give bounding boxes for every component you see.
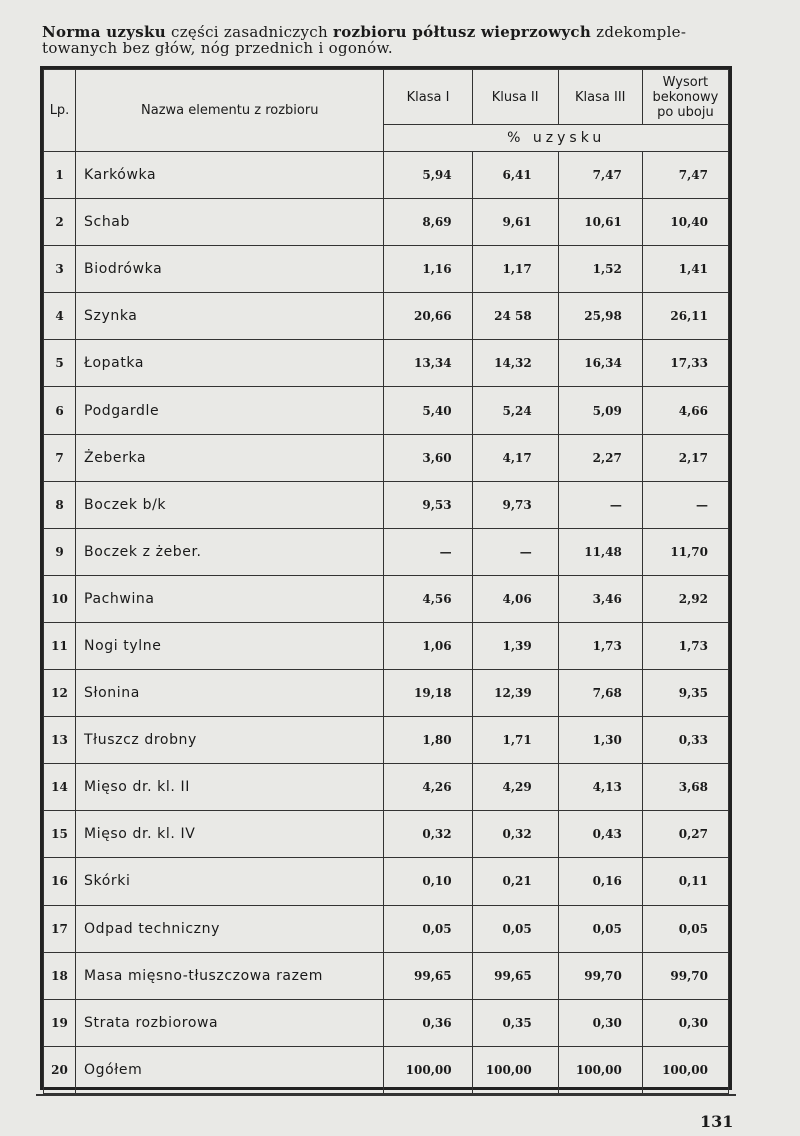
table-row — [44, 717, 729, 764]
value-class-2: 12,39 — [472, 670, 558, 717]
table-row — [44, 246, 729, 293]
value-bacon-grade: 2,17 — [642, 434, 728, 481]
value-class-2: 0,35 — [472, 999, 558, 1046]
row-number: 18 — [44, 952, 76, 999]
header-name: Nazwa elementu z rozbioru — [76, 70, 384, 152]
table-row — [44, 811, 729, 858]
bottom-rule — [36, 1094, 736, 1096]
header-row — [44, 70, 729, 125]
value-bacon-grade: 0,33 — [642, 717, 728, 764]
value-class-3: 7,47 — [558, 152, 642, 199]
value-bacon-grade: 9,35 — [642, 670, 728, 717]
table-row — [44, 152, 729, 199]
table-body — [44, 152, 729, 1094]
table-row — [44, 481, 729, 528]
value-bacon-grade: 0,05 — [642, 905, 728, 952]
caption-line-2: towanych bez głów, nóg przednich i ogonów. — [42, 39, 393, 57]
value-class-2: 1,39 — [472, 622, 558, 669]
caption-bold-2: rozbioru półtusz wieprzowych — [333, 23, 592, 41]
value-class-3: 16,34 — [558, 340, 642, 387]
value-class-3: 2,27 — [558, 434, 642, 481]
value-class-3: 10,61 — [558, 199, 642, 246]
value-class-2: 100,00 — [472, 1046, 558, 1093]
element-name: Biodrówka — [76, 246, 384, 293]
value-class-1: 100,00 — [384, 1046, 472, 1093]
value-class-3: 1,73 — [558, 622, 642, 669]
value-class-3: 7,68 — [558, 670, 642, 717]
table-row — [44, 1046, 729, 1093]
element-name: Tłuszcz drobny — [76, 717, 384, 764]
value-class-1: 20,66 — [384, 293, 472, 340]
value-class-1: 8,69 — [384, 199, 472, 246]
table-row — [44, 340, 729, 387]
value-bacon-grade: 100,00 — [642, 1046, 728, 1093]
value-class-1: 99,65 — [384, 952, 472, 999]
yield-table — [43, 69, 729, 1094]
header-bacon-grade: Wysort bekonowy po uboju — [642, 70, 728, 125]
row-number: 3 — [44, 246, 76, 293]
caption-text-1: części zasadniczych — [165, 23, 333, 41]
value-class-3: — — [558, 481, 642, 528]
element-name: Odpad techniczny — [76, 905, 384, 952]
row-number: 6 — [44, 387, 76, 434]
value-class-2: — — [472, 528, 558, 575]
element-name: Boczek b/k — [76, 481, 384, 528]
row-number: 2 — [44, 199, 76, 246]
row-number: 9 — [44, 528, 76, 575]
row-number: 17 — [44, 905, 76, 952]
row-number: 7 — [44, 434, 76, 481]
table-row — [44, 575, 729, 622]
value-class-3: 11,48 — [558, 528, 642, 575]
value-class-3: 1,30 — [558, 717, 642, 764]
value-class-1: 0,05 — [384, 905, 472, 952]
value-bacon-grade: 11,70 — [642, 528, 728, 575]
yield-table-frame — [40, 66, 732, 1090]
row-number: 10 — [44, 575, 76, 622]
element-name: Łopatka — [76, 340, 384, 387]
row-number: 12 — [44, 670, 76, 717]
value-bacon-grade: 0,30 — [642, 999, 728, 1046]
row-number: 14 — [44, 764, 76, 811]
element-name: Skórki — [76, 858, 384, 905]
element-name: Szynka — [76, 293, 384, 340]
row-number: 15 — [44, 811, 76, 858]
value-bacon-grade: 1,41 — [642, 246, 728, 293]
value-class-3: 5,09 — [558, 387, 642, 434]
row-number: 4 — [44, 293, 76, 340]
value-class-2: 4,17 — [472, 434, 558, 481]
element-name: Mięso dr. kl. IV — [76, 811, 384, 858]
table-row — [44, 622, 729, 669]
value-class-1: 5,94 — [384, 152, 472, 199]
caption-text-2: zdekomple- — [591, 23, 687, 41]
element-name: Żeberka — [76, 434, 384, 481]
value-class-2: 6,41 — [472, 152, 558, 199]
value-class-2: 1,17 — [472, 246, 558, 293]
table-row — [44, 999, 729, 1046]
element-name: Mięso dr. kl. II — [76, 764, 384, 811]
value-class-1: 5,40 — [384, 387, 472, 434]
row-number: 11 — [44, 622, 76, 669]
element-name: Ogółem — [76, 1046, 384, 1093]
value-bacon-grade: 0,27 — [642, 811, 728, 858]
value-class-2: 0,21 — [472, 858, 558, 905]
value-class-3: 1,52 — [558, 246, 642, 293]
value-class-3: 99,70 — [558, 952, 642, 999]
value-class-1: 3,60 — [384, 434, 472, 481]
value-bacon-grade: 10,40 — [642, 199, 728, 246]
table-row — [44, 528, 729, 575]
caption-bold-1: Norma uzysku — [42, 23, 166, 41]
value-class-2: 4,06 — [472, 575, 558, 622]
value-class-1: 19,18 — [384, 670, 472, 717]
value-class-1: — — [384, 528, 472, 575]
table-row — [44, 764, 729, 811]
value-class-2: 4,29 — [472, 764, 558, 811]
row-number: 13 — [44, 717, 76, 764]
value-class-3: 100,00 — [558, 1046, 642, 1093]
header-class-2: Klusa II — [472, 70, 558, 125]
table-caption — [42, 24, 742, 56]
element-name: Karkówka — [76, 152, 384, 199]
value-class-3: 0,43 — [558, 811, 642, 858]
element-name: Podgardle — [76, 387, 384, 434]
value-class-3: 0,05 — [558, 905, 642, 952]
table-row — [44, 199, 729, 246]
table-row — [44, 905, 729, 952]
value-class-1: 0,10 — [384, 858, 472, 905]
table-row — [44, 858, 729, 905]
value-bacon-grade: 3,68 — [642, 764, 728, 811]
value-bacon-grade: 7,47 — [642, 152, 728, 199]
value-class-3: 25,98 — [558, 293, 642, 340]
value-class-2: 14,32 — [472, 340, 558, 387]
value-class-2: 0,32 — [472, 811, 558, 858]
row-number: 8 — [44, 481, 76, 528]
table-row — [44, 387, 729, 434]
element-name: Schab — [76, 199, 384, 246]
table-row — [44, 952, 729, 999]
element-name: Boczek z żeber. — [76, 528, 384, 575]
table-row — [44, 293, 729, 340]
value-class-3: 4,13 — [558, 764, 642, 811]
header-class-3: Klasa III — [558, 70, 642, 125]
row-number: 19 — [44, 999, 76, 1046]
page-number: 131 — [700, 1112, 734, 1131]
value-class-2: 0,05 — [472, 905, 558, 952]
row-number: 20 — [44, 1046, 76, 1093]
value-class-2: 1,71 — [472, 717, 558, 764]
value-class-3: 0,16 — [558, 858, 642, 905]
value-class-1: 0,32 — [384, 811, 472, 858]
element-name: Słonina — [76, 670, 384, 717]
value-class-1: 0,36 — [384, 999, 472, 1046]
value-bacon-grade: 17,33 — [642, 340, 728, 387]
value-class-1: 4,26 — [384, 764, 472, 811]
value-bacon-grade: 2,92 — [642, 575, 728, 622]
value-class-3: 0,30 — [558, 999, 642, 1046]
value-bacon-grade: 4,66 — [642, 387, 728, 434]
value-class-2: 5,24 — [472, 387, 558, 434]
row-number: 5 — [44, 340, 76, 387]
value-class-1: 1,06 — [384, 622, 472, 669]
table-row — [44, 434, 729, 481]
value-class-1: 1,80 — [384, 717, 472, 764]
row-number: 1 — [44, 152, 76, 199]
table-row — [44, 670, 729, 717]
element-name: Masa mięsno-tłuszczowa razem — [76, 952, 384, 999]
value-class-1: 13,34 — [384, 340, 472, 387]
value-class-3: 3,46 — [558, 575, 642, 622]
header-class-1: Klasa I — [384, 70, 472, 125]
value-class-1: 4,56 — [384, 575, 472, 622]
element-name: Nogi tylne — [76, 622, 384, 669]
element-name: Strata rozbiorowa — [76, 999, 384, 1046]
value-bacon-grade: 26,11 — [642, 293, 728, 340]
value-bacon-grade: — — [642, 481, 728, 528]
header-lp: Lp. — [44, 70, 76, 152]
value-bacon-grade: 0,11 — [642, 858, 728, 905]
value-bacon-grade: 99,70 — [642, 952, 728, 999]
value-class-1: 1,16 — [384, 246, 472, 293]
element-name: Pachwina — [76, 575, 384, 622]
value-class-2: 9,73 — [472, 481, 558, 528]
header-yield-percent: % uzysku — [384, 125, 729, 152]
value-class-2: 9,61 — [472, 199, 558, 246]
value-class-2: 24 58 — [472, 293, 558, 340]
row-number: 16 — [44, 858, 76, 905]
value-class-1: 9,53 — [384, 481, 472, 528]
value-bacon-grade: 1,73 — [642, 622, 728, 669]
value-class-2: 99,65 — [472, 952, 558, 999]
